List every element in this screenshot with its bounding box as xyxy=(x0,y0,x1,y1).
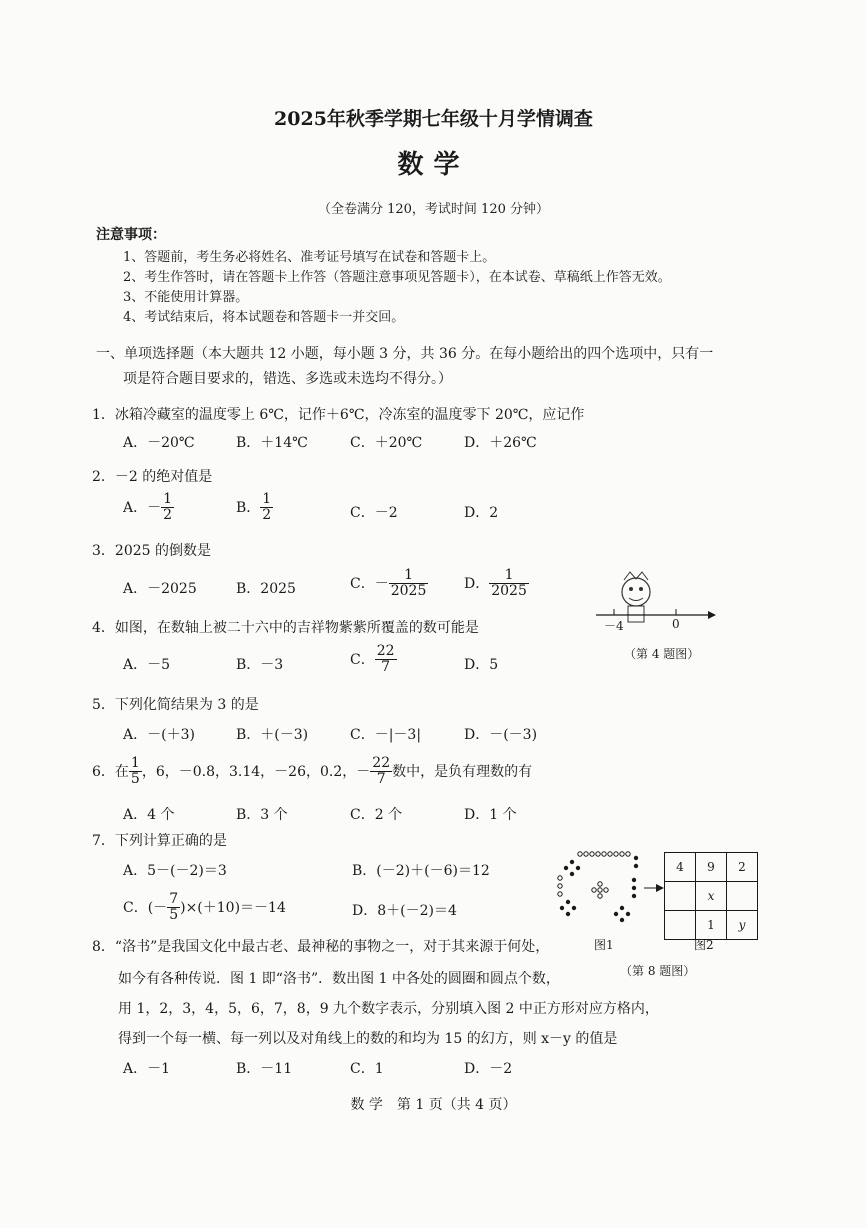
grid-cell: x xyxy=(696,882,727,911)
grid-cell: 4 xyxy=(665,853,696,882)
q2-option-a[interactable] xyxy=(123,492,174,524)
q6-stem-pre: 6．在 xyxy=(92,763,129,780)
fraction xyxy=(375,644,397,676)
question-1-stem: 1．冰箱冷藏室的温度零上 6℃，记作＋6℃，冷冻室的温度零下 20℃，应记作 xyxy=(92,407,585,423)
notice-item: 3、不能使用计算器。 xyxy=(123,290,249,305)
denominator: 2025 xyxy=(390,583,427,600)
q4-option-b[interactable]: B．－3 xyxy=(236,657,284,673)
q5-option-a[interactable]: A．－(＋3) xyxy=(123,727,195,743)
numerator: 1 xyxy=(163,491,173,507)
question-8-line: 如今有各种传说．图 1 即“洛书”．数出图 1 中各处的圆圈和圆点个数， xyxy=(118,971,560,987)
q6-option-c[interactable]: C．2 个 xyxy=(350,807,403,823)
magic-square-grid xyxy=(664,852,758,940)
arrow-icon xyxy=(708,611,716,619)
q5-option-d[interactable]: D．－(－3) xyxy=(464,727,538,743)
question-4-stem: 4．如图，在数轴上被二十六中的吉祥物紫紫所覆盖的数可能是 xyxy=(92,620,479,636)
numerator: 1 xyxy=(262,491,272,507)
q7-option-b[interactable]: B．(－2)＋(－6)＝12 xyxy=(352,863,490,879)
fraction xyxy=(389,568,429,600)
numerator: 1 xyxy=(489,568,529,584)
question-8-line: 8．“洛书”是我国文化中最古老、最神秘的事物之一，对于其来源于何处， xyxy=(92,939,550,955)
page-footer: 数 学 第 1 页（共 4 页） xyxy=(350,1097,517,1113)
question-8-line: 用 1，2，3，4，5，6，7，8，9 九个数字表示，分别填入图 2 中正方形对应方格内， xyxy=(118,1001,659,1017)
exam-title: 2025年秋季学期七年级十月学情调查 xyxy=(274,108,593,130)
q8-option-c[interactable]: C．1 xyxy=(350,1061,384,1077)
q2-option-b[interactable] xyxy=(236,492,273,524)
figure-caption: （第 8 题图） xyxy=(620,964,696,978)
numerator: 22 xyxy=(376,643,395,659)
notice-item: 2、考生作答时，请在答题卡上作答（答题注意事项见答题卡），在本试卷、草稿纸上作答无效。 xyxy=(123,270,671,285)
fraction xyxy=(260,492,273,524)
q5-option-b[interactable]: B．＋(－3) xyxy=(236,727,309,743)
q6-option-a[interactable]: A．4 个 xyxy=(123,807,175,823)
q2-b-prefix: B． xyxy=(236,499,261,516)
denominator: 2 xyxy=(262,507,272,524)
q7-c-prefix: C．(－ xyxy=(123,899,168,916)
notice-item: 4、考试结束后，将本试题卷和答题卡一并交回。 xyxy=(123,310,405,325)
exam-meta: （全卷满分 120，考试时间 120 分钟） xyxy=(317,202,550,217)
q2-a-prefix: A．－ xyxy=(123,499,162,516)
question-6-stem xyxy=(92,756,532,788)
q3-option-d[interactable] xyxy=(464,568,529,600)
question-8-line: 得到一个每一横、每一列以及对角线上的数的和均为 15 的幻方，则 x－y 的值是 xyxy=(118,1031,618,1047)
q1-option-c[interactable]: C．＋20℃ xyxy=(350,435,423,451)
denominator: 5 xyxy=(130,771,140,788)
grid-cell xyxy=(665,911,696,940)
q3-option-c[interactable] xyxy=(350,568,428,600)
q8-option-d[interactable]: D．－2 xyxy=(464,1061,513,1077)
denominator: 5 xyxy=(169,907,179,924)
q1-option-b[interactable]: B．＋14℃ xyxy=(236,435,308,451)
q6-stem-mid: ，6，－0.8，3.14，－26，0.2̇，－ xyxy=(141,763,371,780)
denominator: 2025 xyxy=(491,583,527,600)
q4-option-d[interactable]: D．5 xyxy=(464,657,499,673)
grid-cell: 1 xyxy=(696,911,727,940)
q2-option-c[interactable]: C．－2 xyxy=(350,505,398,521)
subject-title: 数学 xyxy=(397,150,470,180)
notice-item: 1、答题前，考生务必将姓名、准考证号填写在试卷和答题卡上。 xyxy=(123,250,496,265)
q3-d-prefix: D． xyxy=(464,575,490,592)
figure-1-label: 图1 xyxy=(594,938,614,952)
question-7-stem: 7．下列计算正确的是 xyxy=(92,833,227,849)
q8-option-b[interactable]: B．－11 xyxy=(236,1061,293,1077)
q4-c-prefix: C． xyxy=(350,651,375,668)
numerator: 1 xyxy=(389,568,429,584)
figure-caption: （第 4 题图） xyxy=(624,647,700,661)
fraction xyxy=(167,892,180,924)
fraction xyxy=(161,492,174,524)
q5-option-c[interactable]: C．－|－3| xyxy=(350,727,422,743)
grid-cell: 2 xyxy=(727,853,758,882)
grid-cell: y xyxy=(727,911,758,940)
section-heading-cont: 项是符合题目要求的，错选、多选或未选均不得分。） xyxy=(123,371,452,387)
fraction xyxy=(489,568,529,600)
numerator: 1 xyxy=(130,755,140,771)
q6-stem-post: 数中，是负有理数的有 xyxy=(392,763,533,780)
grid-row xyxy=(665,853,758,882)
q3-option-a[interactable]: A．－2025 xyxy=(123,581,197,597)
q6-option-d[interactable]: D．1 个 xyxy=(464,807,517,823)
grid-row xyxy=(665,882,758,911)
numerator: 7 xyxy=(169,891,179,907)
denominator: 2 xyxy=(163,507,173,524)
q6-option-b[interactable]: B．3 个 xyxy=(236,807,288,823)
arrow-icon xyxy=(656,884,664,892)
q1-option-d[interactable]: D．＋26℃ xyxy=(464,435,537,451)
denominator: 7 xyxy=(381,659,391,676)
q3-c-prefix: C．－ xyxy=(350,575,389,592)
q4-option-a[interactable]: A．－5 xyxy=(123,657,171,673)
section-heading: 一、单项选择题（本大题共 12 小题，每小题 3 分，共 36 分。在每小题给出的四个选项中，只有一 xyxy=(96,346,714,362)
question-2-stem: 2．－2 的绝对值是 xyxy=(92,469,213,485)
fraction xyxy=(370,756,392,788)
tick-label: －4 xyxy=(604,619,624,633)
tick-label: 0 xyxy=(672,617,680,631)
grid-cell: 9 xyxy=(696,853,727,882)
figure-2-label: 图2 xyxy=(694,938,714,952)
question-5-stem: 5．下列化简结果为 3 的是 xyxy=(92,697,259,713)
q7-c-suffix: )×(＋10)＝－14 xyxy=(180,899,286,916)
numerator: 22 xyxy=(372,755,391,771)
denominator: 7 xyxy=(376,771,386,788)
q8-option-a[interactable]: A．－1 xyxy=(123,1061,171,1077)
q3-option-b[interactable]: B．2025 xyxy=(236,581,296,597)
q1-option-a[interactable]: A．－20℃ xyxy=(123,435,195,451)
q2-option-d[interactable]: D．2 xyxy=(464,505,499,521)
q7-option-a[interactable]: A．5－(－2)＝3 xyxy=(123,863,227,879)
grid-cell xyxy=(727,882,758,911)
luoshu-figure xyxy=(552,848,652,928)
q4-option-c[interactable] xyxy=(350,644,397,676)
question-3-stem: 3．2025 的倒数是 xyxy=(92,543,211,559)
grid-cell xyxy=(665,882,696,911)
q7-option-c[interactable] xyxy=(123,892,286,924)
notice-heading: 注意事项： xyxy=(96,227,166,243)
fraction xyxy=(129,756,142,788)
q7-option-d[interactable]: D．8＋(－2)＝4 xyxy=(352,903,457,919)
